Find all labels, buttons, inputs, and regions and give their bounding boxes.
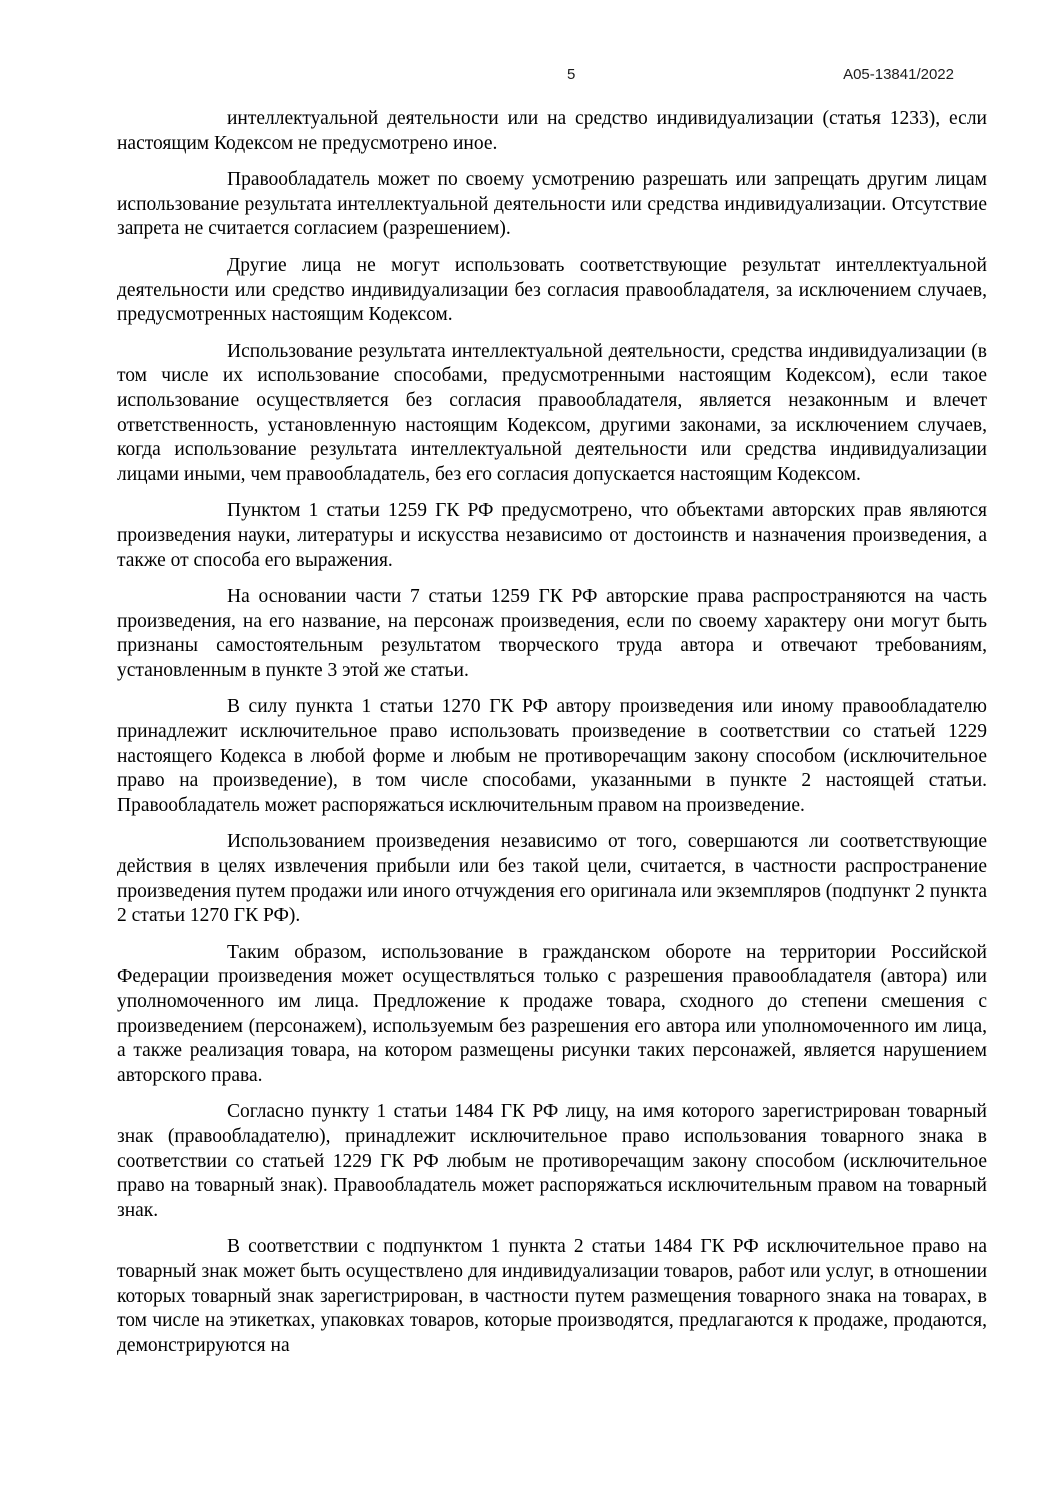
paragraph: Таким образом, использование в гражданском обороте на территории Российской Федерации произведения может осуществляться только с разрешения правообладателя (автора) или уполномоченного им лица. Предложение к продаже товара, сходного до степени смешения с произведением (персонажем), используемым без разрешения его автора или уполномоченного им лица, а также реализация товара, на котором размещены рисунки таких персонажей, является нарушением авторского права.: [117, 941, 987, 1086]
paragraph: Другие лица не могут использовать соответствующие результат интеллектуальной деятельности или средство индивидуализации без согласия правообладателя, за исключением случаев, предусмотренных настоящим Кодексом.: [117, 254, 987, 326]
paragraph: Использованием произведения независимо от того, совершаются ли соответствующие действия в целях извлечения прибыли или без такой цели, считается, в частности распространение произведения путем продажи или иного отчуждения его оригинала или экземпляров (подпункт 2 пункта 2 статьи 1270 ГК РФ).: [117, 831, 987, 927]
document-body: [117, 107, 987, 1370]
case-number: А05-13841/2022: [843, 66, 954, 83]
paragraph: Согласно пункту 1 статьи 1484 ГК РФ лицу, на имя которого зарегистрирован товарный знак (правообладателю), принадлежит исключительное право использования товарного знака в соответствии со статьей 1229 ГК РФ любым не противоречащим закону способом (исключительное право на товарный знак). Правообладатель может распоряжаться исключительным правом на товарный знак.: [117, 1101, 987, 1221]
paragraph: На основании части 7 статьи 1259 ГК РФ авторские права распространяются на часть произведения, на его название, на персонаж произведения, если по своему характеру они могут быть признаны самостоятельным результатом творческого труда автора и отвечают требованиям, установленным в пункте 3 этой же статьи.: [117, 586, 987, 681]
paragraph: Правообладатель может по своему усмотрению разрешать или запрещать другим лицам использование результата интеллектуальной деятельности или средства индивидуализации. Отсутствие запрета не считается согласием (разрешением).: [117, 169, 987, 240]
paragraph: В силу пункта 1 статьи 1270 ГК РФ автору произведения или иному правообладателю принадлежит исключительное право использовать произведение в соответствии со статьей 1229 настоящего Кодекса в любой форме и любым не противоречащим закону способом (исключительное право на произведение), в том числе способами, указанными в пункте 2 настоящей статьи. Правообладатель может распоряжаться исключительным правом на произведение.: [117, 696, 987, 816]
paragraph: интеллектуальной деятельности или на средство индивидуализации (статья 1233), если настоящим Кодексом не предусмотрено иное.: [117, 108, 987, 154]
paragraph: Пунктом 1 статьи 1259 ГК РФ предусмотрено, что объектами авторских прав являются произведения науки, литературы и искусства независимо от достоинств и назначения произведения, а также от способа его выражения.: [117, 500, 987, 571]
page-header: [0, 66, 1060, 90]
paragraph: Использование результата интеллектуальной деятельности, средства индивидуализации (в том числе их использование способами, предусмотренными настоящим Кодексом), если такое использование осуществляется без согласия правообладателя, является незаконным и влечет ответственность, установленную настоящим Кодексом, другими законами, за исключением случаев, когда использование результата интеллектуальной деятельности или средства индивидуализации лицами иными, чем правообладатель, без его согласия допускается настоящим Кодексом.: [117, 340, 987, 485]
page-number: 5: [567, 66, 576, 83]
paragraph: В соответствии с подпунктом 1 пункта 2 статьи 1484 ГК РФ исключительное право на товарный знак может быть осуществлено для индивидуализации товаров, работ или услуг, в отношении которых товарный знак зарегистрирован, в частности путем размещения товарного знака на товарах, в том числе на этикетках, упаковках товаров, которые производятся, предлагаются к продаже, продаются, демонстрируются на: [117, 1236, 987, 1356]
